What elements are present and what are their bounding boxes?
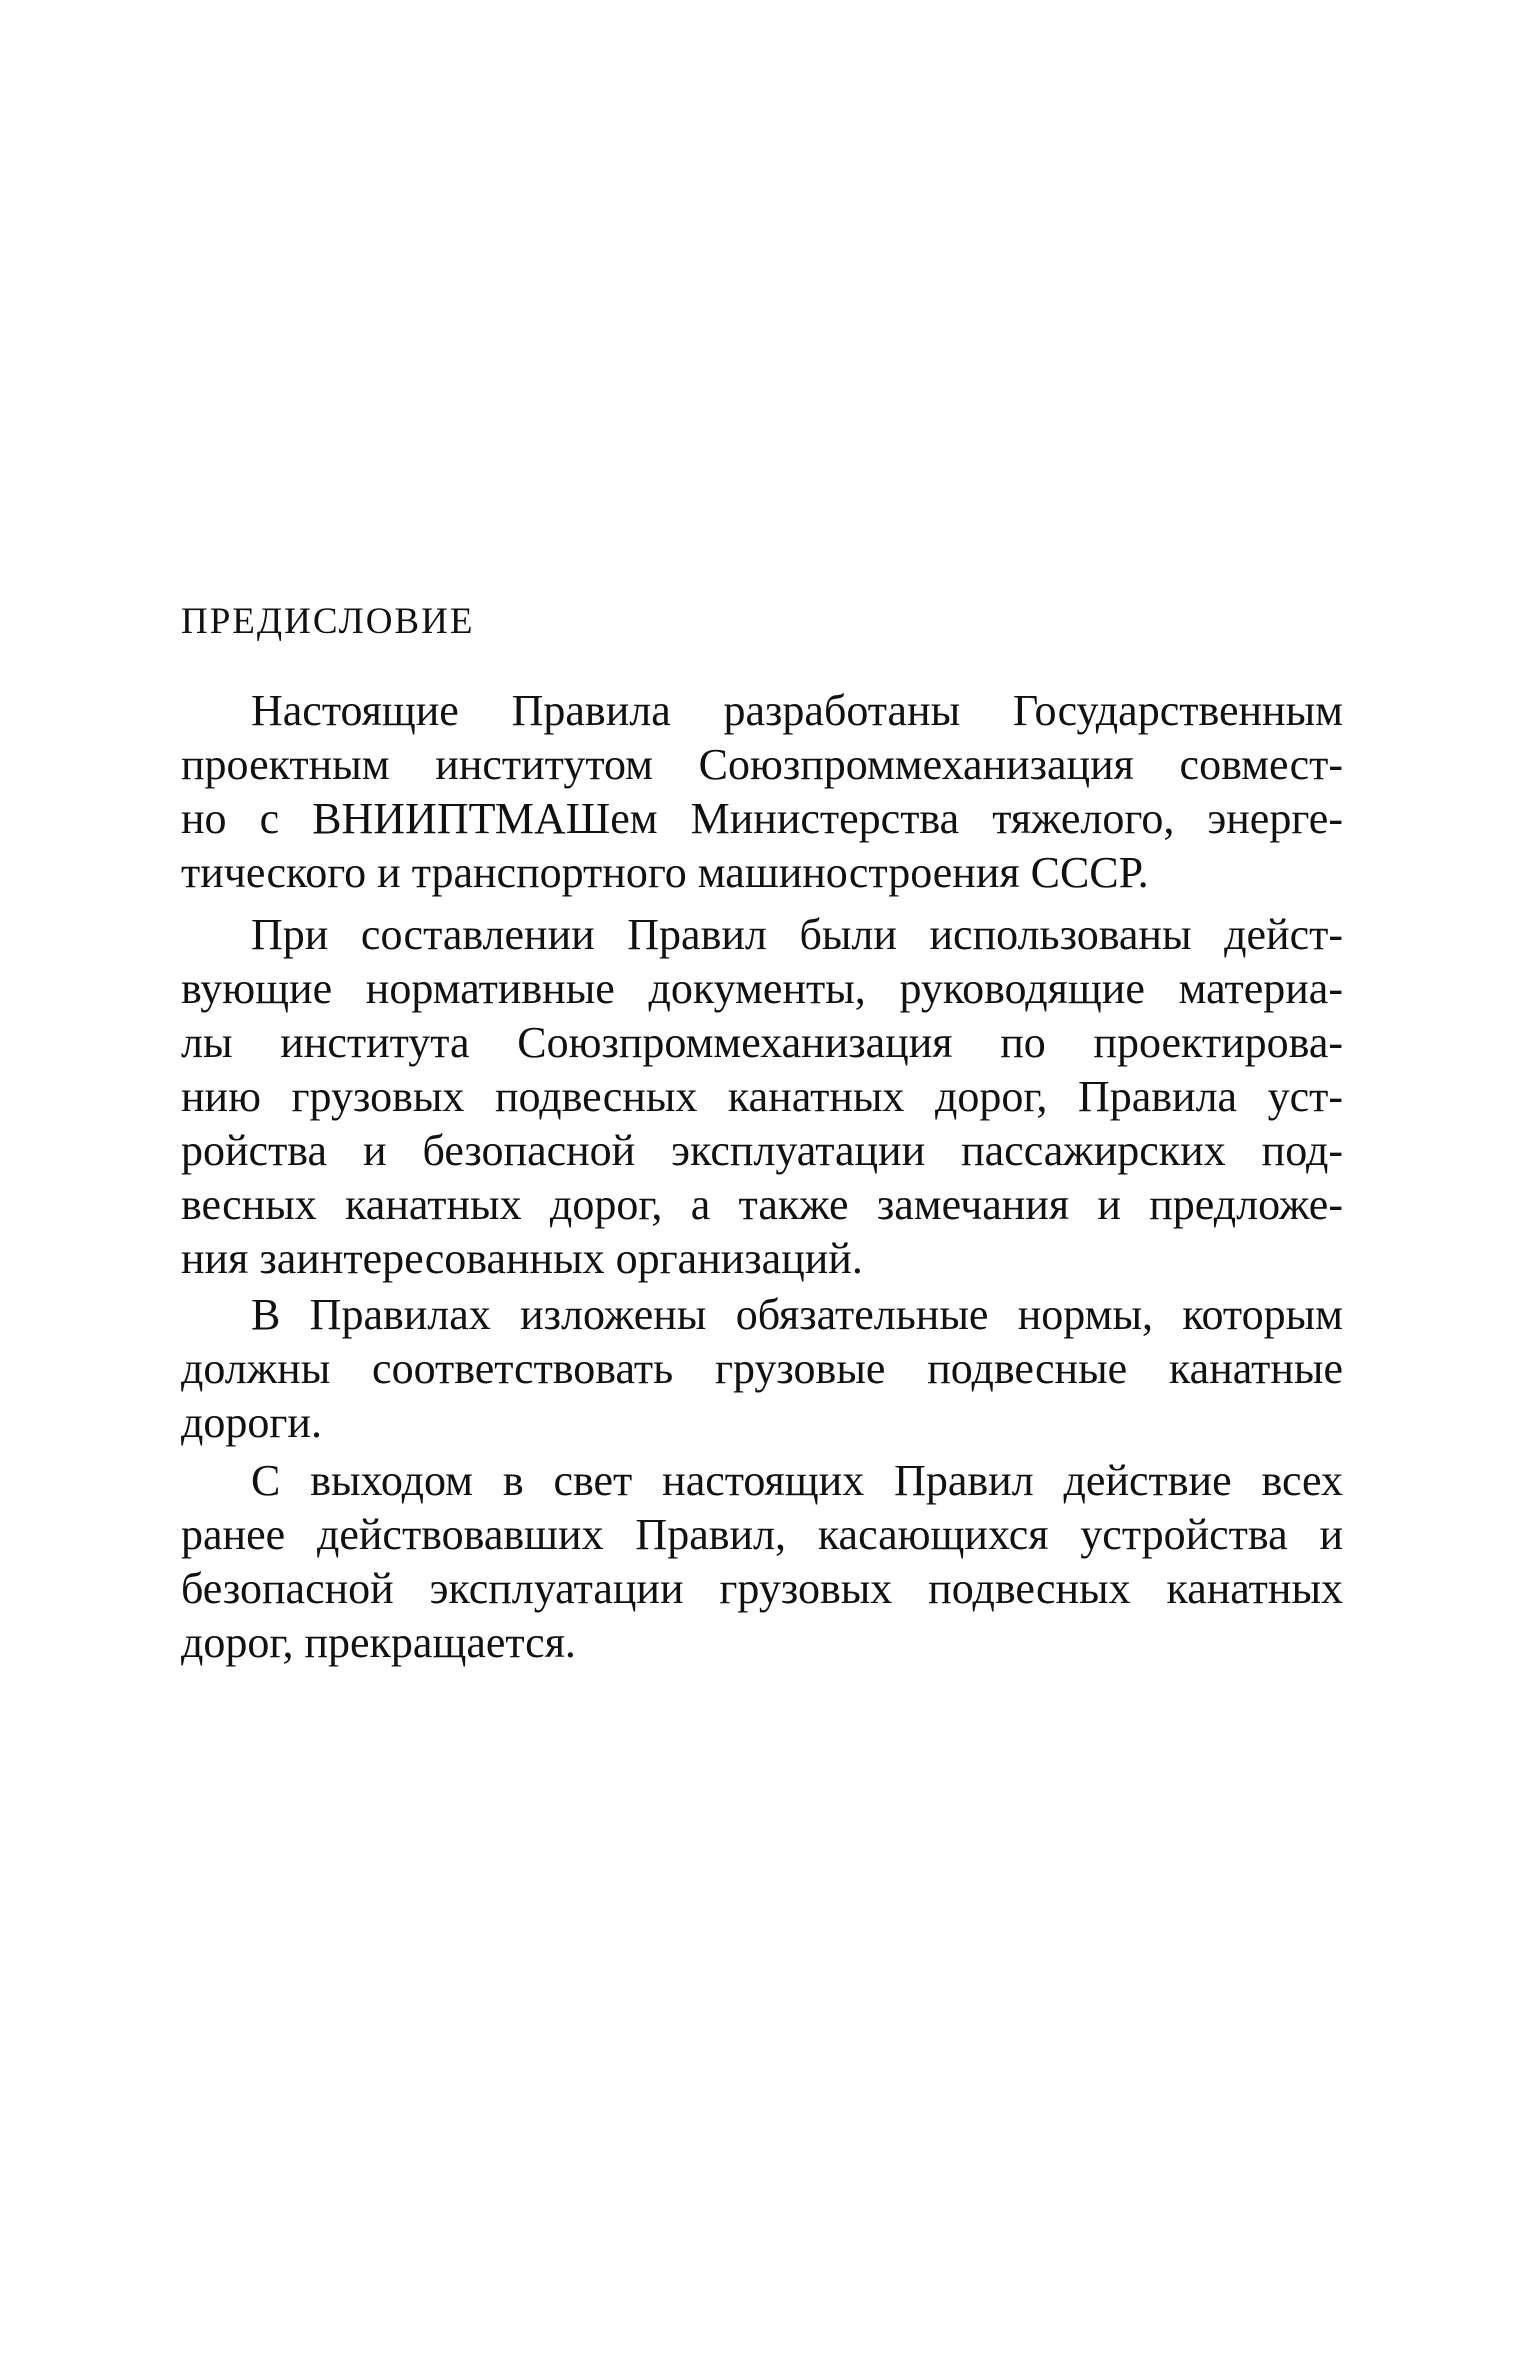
text-line: должны соответствовать грузовые подвесные канатные	[181, 1344, 1343, 1393]
text-line: В Правилах изложены обязательные нормы, которым	[251, 1290, 1343, 1339]
section-heading: ПРЕДИСЛОВИЕ	[181, 601, 475, 642]
text-line: проектным институтом Союзпроммеханизация совмест-	[181, 740, 1343, 789]
text-line: нию грузовых подвесных канатных дорог, Правила уст-	[181, 1072, 1343, 1121]
text-line: дорог, прекращается.	[181, 1618, 576, 1667]
text-line: Настоящие Правила разработаны Государственным	[251, 686, 1343, 735]
text-line: безопасной эксплуатации грузовых подвесных канатных	[181, 1564, 1343, 1613]
text-line: весных канатных дорог, а также замечания и предложе-	[181, 1180, 1343, 1229]
text-line: вующие нормативные документы, руководящие материа-	[181, 964, 1343, 1013]
text-line: но с ВНИИПТМАШем Министерства тяжелого, энерге-	[181, 794, 1343, 843]
text-line: При составлении Правил были использованы дейст-	[251, 910, 1343, 959]
text-line: С выходом в свет настоящих Правил действие всех	[251, 1456, 1343, 1505]
text-line: тического и транспортного машиностроения СССР.	[181, 848, 1149, 897]
text-line: ранее действовавших Правил, касающихся устройства и	[181, 1510, 1343, 1559]
text-line: лы института Союзпроммеханизация по проектирова-	[181, 1018, 1343, 1067]
text-line: ния заинтересованных организаций.	[181, 1234, 863, 1283]
text-line: ройства и безопасной эксплуатации пассажирских под-	[181, 1126, 1343, 1175]
text-line: дороги.	[181, 1398, 322, 1447]
